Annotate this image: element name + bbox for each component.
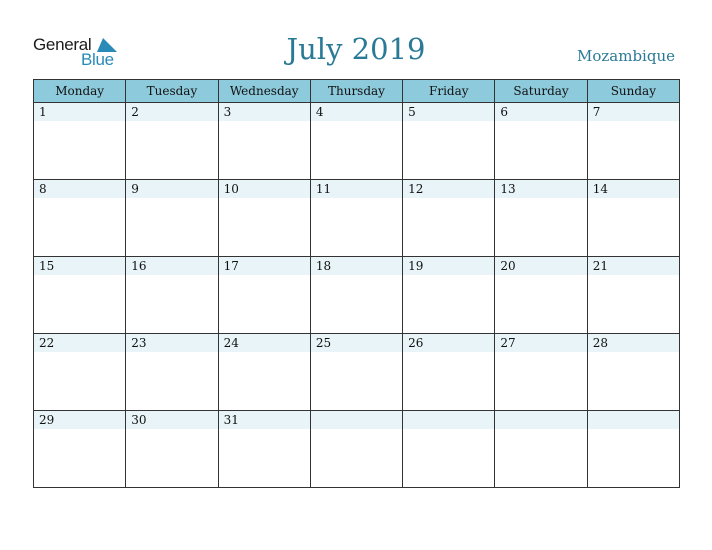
day-cell[interactable] [310, 411, 402, 488]
day-cell[interactable] [587, 334, 679, 411]
day-cell[interactable] [587, 180, 679, 257]
week-row [34, 411, 680, 488]
day-number: 31 [219, 411, 310, 429]
day-cell[interactable] [310, 334, 402, 411]
day-number: 6 [495, 103, 586, 121]
day-cell[interactable] [218, 411, 310, 488]
day-cell[interactable] [587, 103, 679, 180]
day-cell[interactable] [587, 411, 679, 488]
day-cell[interactable] [126, 180, 218, 257]
day-number: 17 [219, 257, 310, 275]
logo-general-text: General [33, 35, 92, 54]
day-number: 12 [403, 180, 494, 198]
day-number: 7 [588, 103, 679, 121]
weekday-header-row [34, 80, 680, 103]
day-number: 25 [311, 334, 402, 352]
day-number: 16 [126, 257, 217, 275]
week-row [34, 103, 680, 180]
day-cell[interactable] [310, 103, 402, 180]
day-number: 19 [403, 257, 494, 275]
day-number: 2 [126, 103, 217, 121]
page-title: July 2019 [286, 32, 426, 66]
day-number: 30 [126, 411, 217, 429]
day-cell[interactable] [495, 257, 587, 334]
weekday-header: Wednesday [218, 80, 310, 103]
weekday-header: Thursday [310, 80, 402, 103]
day-number [588, 411, 679, 429]
weekday-header: Monday [34, 80, 126, 103]
day-cell[interactable] [34, 411, 126, 488]
day-cell[interactable] [495, 334, 587, 411]
week-row [34, 257, 680, 334]
day-number: 4 [311, 103, 402, 121]
day-number [495, 411, 586, 429]
day-cell[interactable] [310, 180, 402, 257]
country-label: Mozambique [577, 47, 675, 65]
day-cell[interactable] [34, 103, 126, 180]
day-cell[interactable] [310, 257, 402, 334]
week-row [34, 334, 680, 411]
day-number: 28 [588, 334, 679, 352]
day-cell[interactable] [218, 257, 310, 334]
day-number: 15 [34, 257, 125, 275]
weekday-header: Friday [403, 80, 495, 103]
day-number: 24 [219, 334, 310, 352]
calendar-grid [33, 79, 680, 488]
day-cell[interactable] [587, 257, 679, 334]
day-number: 1 [34, 103, 125, 121]
day-cell[interactable] [34, 257, 126, 334]
weekday-header: Tuesday [126, 80, 218, 103]
day-cell[interactable] [495, 180, 587, 257]
day-number: 18 [311, 257, 402, 275]
day-cell[interactable] [403, 257, 495, 334]
day-cell[interactable] [403, 334, 495, 411]
day-number: 26 [403, 334, 494, 352]
week-row [34, 180, 680, 257]
day-number: 29 [34, 411, 125, 429]
day-number: 8 [34, 180, 125, 198]
day-cell[interactable] [126, 103, 218, 180]
day-number: 21 [588, 257, 679, 275]
day-cell[interactable] [403, 180, 495, 257]
day-number: 11 [311, 180, 402, 198]
day-number: 14 [588, 180, 679, 198]
day-number [311, 411, 402, 429]
day-cell[interactable] [126, 257, 218, 334]
day-number: 9 [126, 180, 217, 198]
day-cell[interactable] [218, 103, 310, 180]
day-cell[interactable] [495, 103, 587, 180]
day-number: 5 [403, 103, 494, 121]
day-number: 13 [495, 180, 586, 198]
day-cell[interactable] [34, 180, 126, 257]
day-cell[interactable] [126, 411, 218, 488]
logo-blue-text: Blue [81, 50, 114, 69]
day-number: 10 [219, 180, 310, 198]
day-number: 3 [219, 103, 310, 121]
day-cell[interactable] [403, 411, 495, 488]
day-cell[interactable] [218, 180, 310, 257]
day-number: 27 [495, 334, 586, 352]
weekday-header: Saturday [495, 80, 587, 103]
day-number: 22 [34, 334, 125, 352]
day-number: 20 [495, 257, 586, 275]
day-number: 23 [126, 334, 217, 352]
day-cell[interactable] [218, 334, 310, 411]
day-cell[interactable] [495, 411, 587, 488]
weekday-header: Sunday [587, 80, 679, 103]
day-cell[interactable] [34, 334, 126, 411]
day-number [403, 411, 494, 429]
day-cell[interactable] [403, 103, 495, 180]
day-cell[interactable] [126, 334, 218, 411]
